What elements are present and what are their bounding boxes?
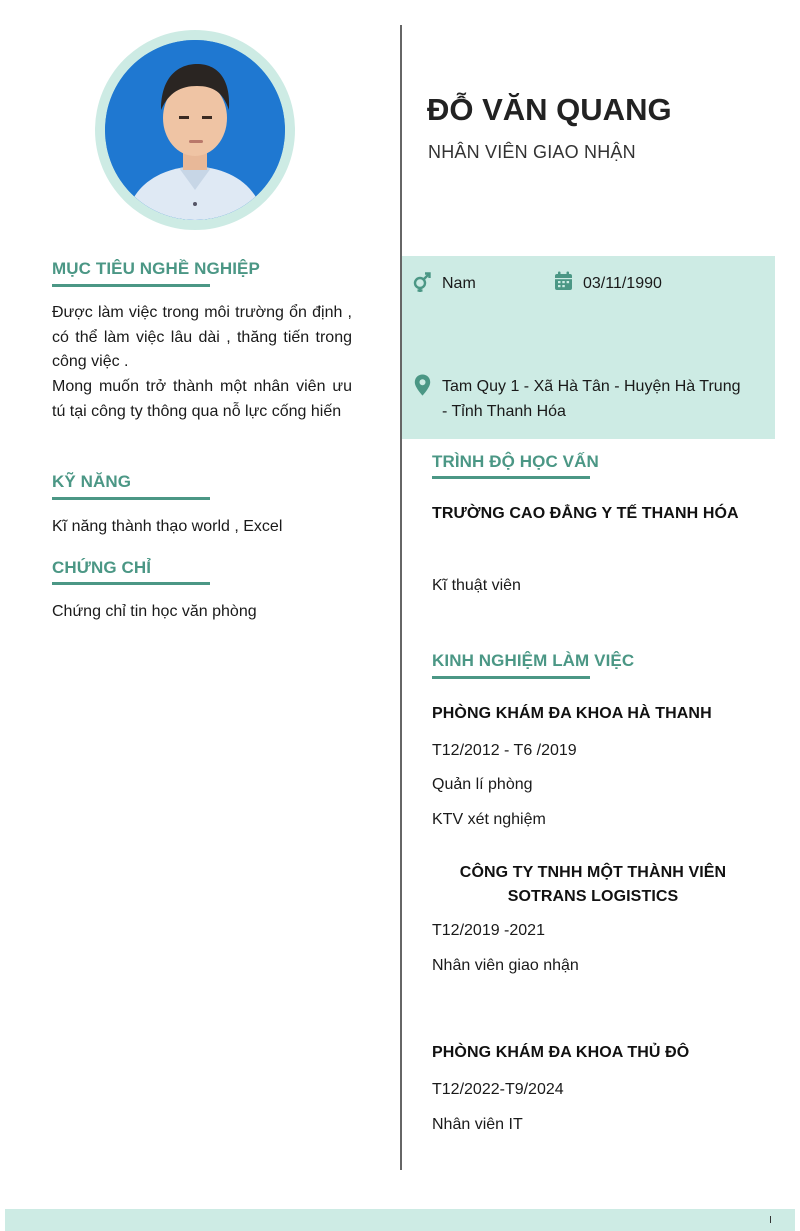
education-school: TRƯỜNG CAO ĐẲNG Y TẾ THANH HÓA xyxy=(432,505,739,522)
job-2-company: CÔNG TY TNHH MỘT THÀNH VIÊN SOTRANS LOGISTICS xyxy=(459,864,727,905)
gender-icon xyxy=(412,271,432,293)
experience-title: KINH NGHIỆM LÀM VIỆC xyxy=(432,651,635,670)
job-3-position: Nhân viên IT xyxy=(432,1116,523,1133)
experience-underline xyxy=(432,676,590,679)
objective-paragraph-1: Được làm việc trong môi trường ổn định , có thể làm việc lâu dài , thăng tiến trong công việc . xyxy=(52,304,352,370)
skills-underline xyxy=(52,497,210,500)
objective-paragraph-2: Mong muốn trở thành một nhân viên ưu tú tại công ty thông qua nỗ lực cống hiến xyxy=(52,378,352,420)
map-pin-icon xyxy=(414,374,431,396)
skills-text: Kĩ năng thành thạo world , Excel xyxy=(52,518,283,535)
candidate-name: ĐỖ VĂN QUANG xyxy=(427,92,672,127)
job-1-detail: KTV xét nghiệm xyxy=(432,811,546,828)
certificates-text: Chứng chỉ tin học văn phòng xyxy=(52,603,257,620)
job-1-company: PHÒNG KHÁM ĐA KHOA HÀ THANH xyxy=(432,705,712,722)
objective-title: MỤC TIÊU NGHỀ NGHIỆP xyxy=(52,259,260,278)
job-3-period: T12/2022-T9/2024 xyxy=(432,1081,564,1098)
job-1-period: T12/2012 - T6 /2019 xyxy=(432,742,577,759)
address-value: Tam Quy 1 - Xã Hà Tân - Huyện Hà Trung - Tỉnh Thanh Hóa xyxy=(442,378,741,420)
avatar xyxy=(105,40,285,220)
education-title: TRÌNH ĐỘ HỌC VẤN xyxy=(432,452,599,471)
job-2-position: Nhân viên giao nhận xyxy=(432,957,579,974)
job-3-company: PHÒNG KHÁM ĐA KHOA THỦ ĐÔ xyxy=(432,1044,690,1061)
candidate-role: NHÂN VIÊN GIAO NHẬN xyxy=(428,142,636,162)
certificates-underline xyxy=(52,582,210,585)
footer-band xyxy=(5,1209,795,1231)
calendar-icon xyxy=(554,271,573,291)
avatar-ring xyxy=(95,30,295,230)
column-divider xyxy=(400,25,402,1170)
job-1-position: Quản lí phòng xyxy=(432,776,533,793)
education-degree: Kĩ thuật viên xyxy=(432,577,521,594)
education-underline xyxy=(432,476,590,479)
job-2-period: T12/2019 -2021 xyxy=(432,922,545,939)
skills-title: KỸ NĂNG xyxy=(52,472,132,491)
certificates-title: CHỨNG CHỈ xyxy=(52,558,152,577)
avatar-photo xyxy=(105,40,285,220)
footer-mark xyxy=(770,1216,771,1223)
gender-value: Nam xyxy=(442,275,476,292)
birthdate-value: 03/11/1990 xyxy=(583,275,662,292)
objective-underline xyxy=(52,284,210,287)
